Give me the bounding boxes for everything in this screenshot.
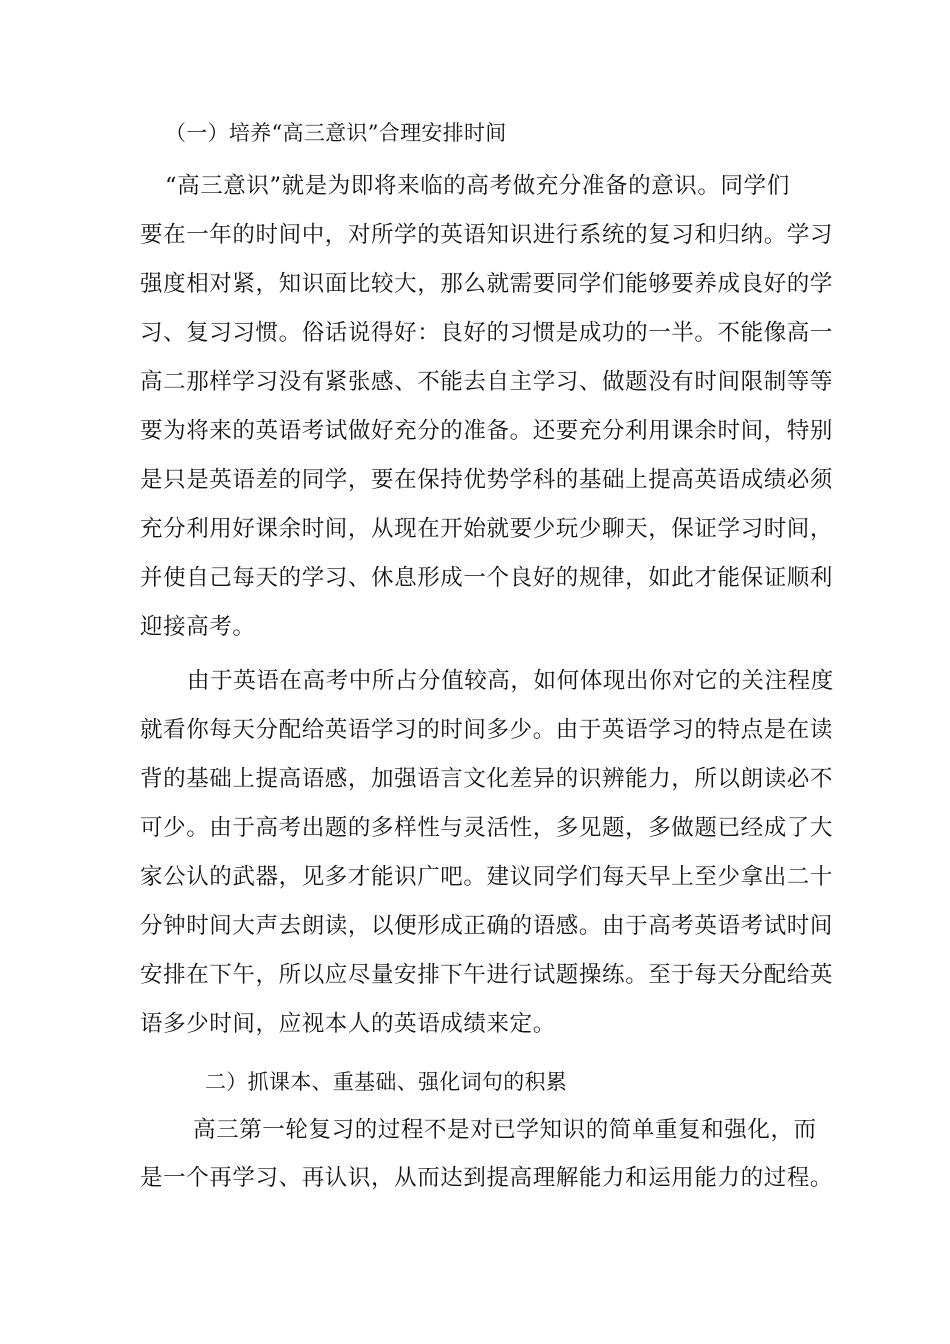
text-line: 家公认的武器，见多才能识广吧。建议同学们每天早上至少拿出二十	[140, 864, 834, 890]
text-line: 要为将来的英语考试做好充分的准备。还要充分利用课余时间，特别	[140, 418, 834, 444]
text-line: 由于英语在高考中所占分值较高，如何体现出你对它的关注程度	[187, 668, 834, 694]
text-line: 高三第一轮复习的过程不是对已学知识的简单重复和强化，而	[193, 1117, 817, 1143]
text-line: 要在一年的时间中，对所学的英语知识进行系统的复习和归纳。学习	[140, 222, 834, 248]
text-line: “高三意识”就是为即将来临的高考做充分准备的意识。同学们	[165, 173, 790, 199]
text-line: 语多少时间，应视本人的英语成绩来定。	[140, 1011, 556, 1037]
text-line: 分钟时间大声去朗读，以便形成正确的语感。由于高考英语考试时间	[140, 913, 834, 939]
text-line: 是一个再学习、再认识，从而达到提高理解能力和运用能力的过程。	[140, 1165, 834, 1191]
text-line: 就看你每天分配给英语学习的时间多少。由于英语学习的特点是在读	[140, 717, 834, 743]
text-line: 迎接高考。	[140, 614, 256, 640]
section-2-heading: 二）抓课本、重基础、强化词句的积累	[205, 1070, 568, 1094]
text-line: 习、复习习惯。俗话说得好：良好的习惯是成功的一半。不能像高一	[140, 320, 834, 346]
text-line: 充分利用好课余时间，从现在开始就要少玩少聊天，保证学习时间，	[140, 516, 834, 542]
text-line: 背的基础上提高语感，加强语言文化差异的识辨能力，所以朗读必不	[140, 766, 834, 792]
text-line: 安排在下午，所以应尽量安排下午进行试题操练。至于每天分配给英	[140, 962, 834, 988]
text-line: 是只是英语差的同学，要在保持优势学科的基础上提高英语成绩必须	[140, 467, 834, 493]
text-line: 高二那样学习没有紧张感、不能去自主学习、做题没有时间限制等等	[140, 369, 834, 395]
text-line: 强度相对紧，知识面比较大，那么就需要同学们能够要养成良好的学	[140, 271, 834, 297]
text-line: 可少。由于高考出题的多样性与灵活性，多见题，多做题已经成了大	[140, 815, 834, 841]
section-1-heading: （一）培养“高三意识”合理安排时间	[165, 121, 507, 145]
text-line: 并使自己每天的学习、休息形成一个良好的规律，如此才能保证顺利	[140, 565, 834, 591]
